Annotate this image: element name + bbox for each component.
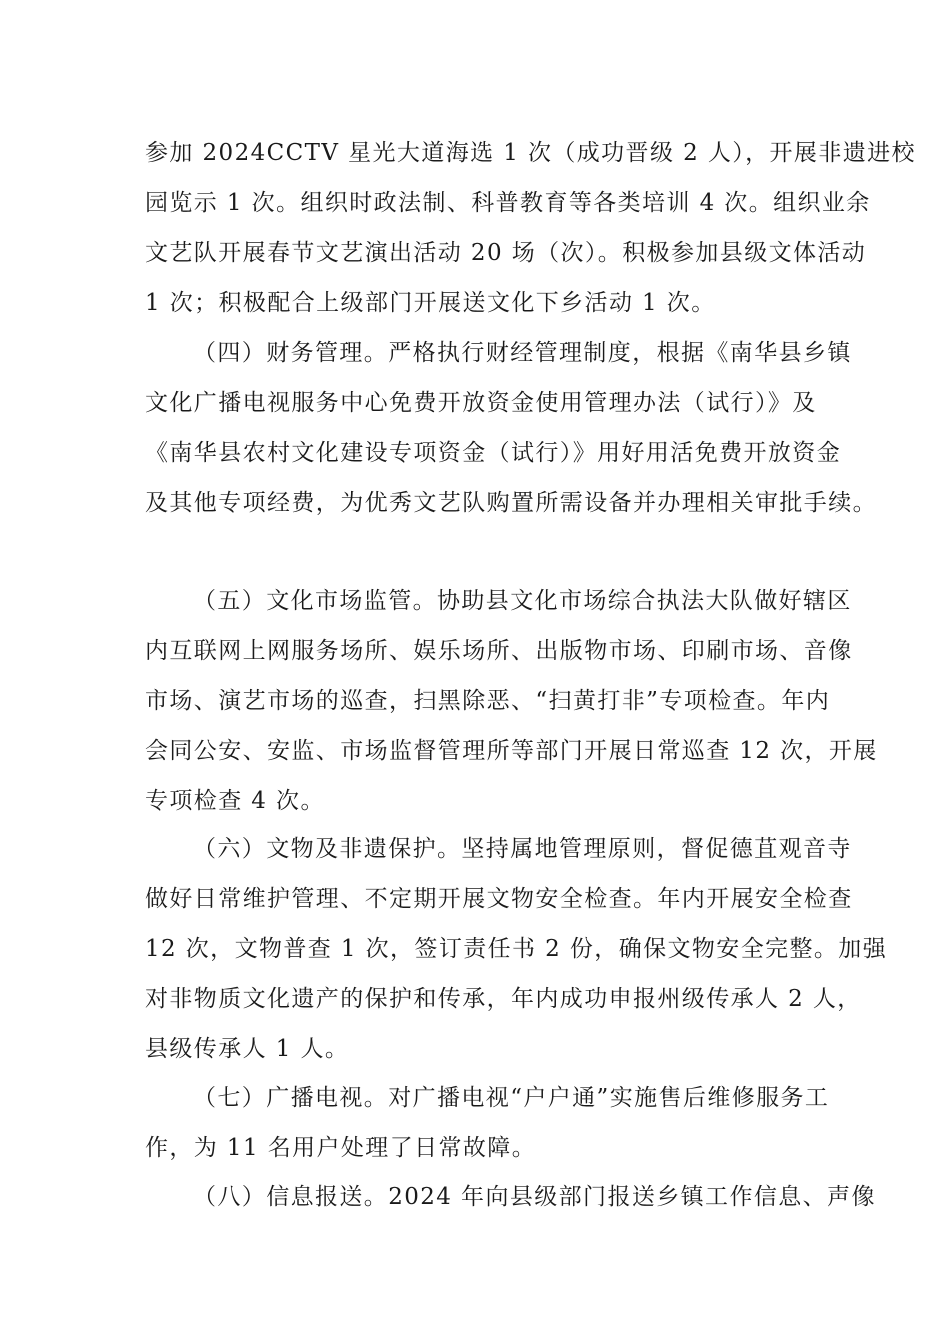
- text-line: 内互联网上网服务场所、娱乐场所、出版物市场、印刷市场、音像: [145, 638, 853, 664]
- text-line: 对非物质文化遗产的保护和传承，年内成功申报州级传承人 2 人，: [145, 986, 862, 1012]
- text-line: 及其他专项经费，为优秀文艺队购置所需设备并办理相关审批手续。: [145, 490, 877, 516]
- paragraph-5-heading-line: （五）文化市场监管。协助县文化市场综合执法大队做好辖区: [193, 588, 852, 614]
- paragraph-7-heading-line: （七）广播电视。对广播电视“户户通”实施售后维修服务工: [193, 1085, 830, 1111]
- text-line: 文化广播电视服务中心免费开放资金使用管理办法（试行）》及: [145, 390, 817, 416]
- text-line: 参加 2024CCTV 星光大道海选 1 次（成功晋级 2 人），开展非遗进校: [145, 140, 916, 166]
- text-line: 1 次；积极配合上级部门开展送文化下乡活动 1 次。: [145, 290, 716, 316]
- text-line: 做好日常维护管理、不定期开展文物安全检查。年内开展安全检查: [145, 886, 853, 912]
- text-line: 作，为 11 名用户处理了日常故障。: [145, 1135, 537, 1161]
- paragraph-4-heading-line: （四）财务管理。严格执行财经管理制度，根据《南华县乡镇: [193, 340, 852, 366]
- text-line: 会同公安、安监、市场监督管理所等部门开展日常巡查 12 次，开展: [145, 738, 878, 764]
- text-line: 园览示 1 次。组织时政法制、科普教育等各类培训 4 次。组织业余: [145, 190, 871, 216]
- paragraph-6-heading-line: （六）文物及非遗保护。坚持属地管理原则，督促德苴观音寺: [193, 836, 852, 862]
- text-line: 市场、演艺市场的巡查，扫黑除恶、“扫黄打非”专项检查。年内: [145, 688, 831, 714]
- text-line: 《南华县农村文化建设专项资金（试行）》用好用活免费开放资金: [145, 440, 842, 466]
- text-line: 县级传承人 1 人。: [145, 1036, 350, 1062]
- text-line: 文艺队开展春节文艺演出活动 20 场（次）。积极参加县级文体活动: [145, 240, 867, 266]
- paragraph-8-heading-line: （八）信息报送。2024 年向县级部门报送乡镇工作信息、声像: [193, 1184, 876, 1210]
- text-line: 12 次，文物普查 1 次，签订责任书 2 份，确保文物安全完整。加强: [145, 936, 888, 962]
- text-line: 专项检查 4 次。: [145, 788, 325, 814]
